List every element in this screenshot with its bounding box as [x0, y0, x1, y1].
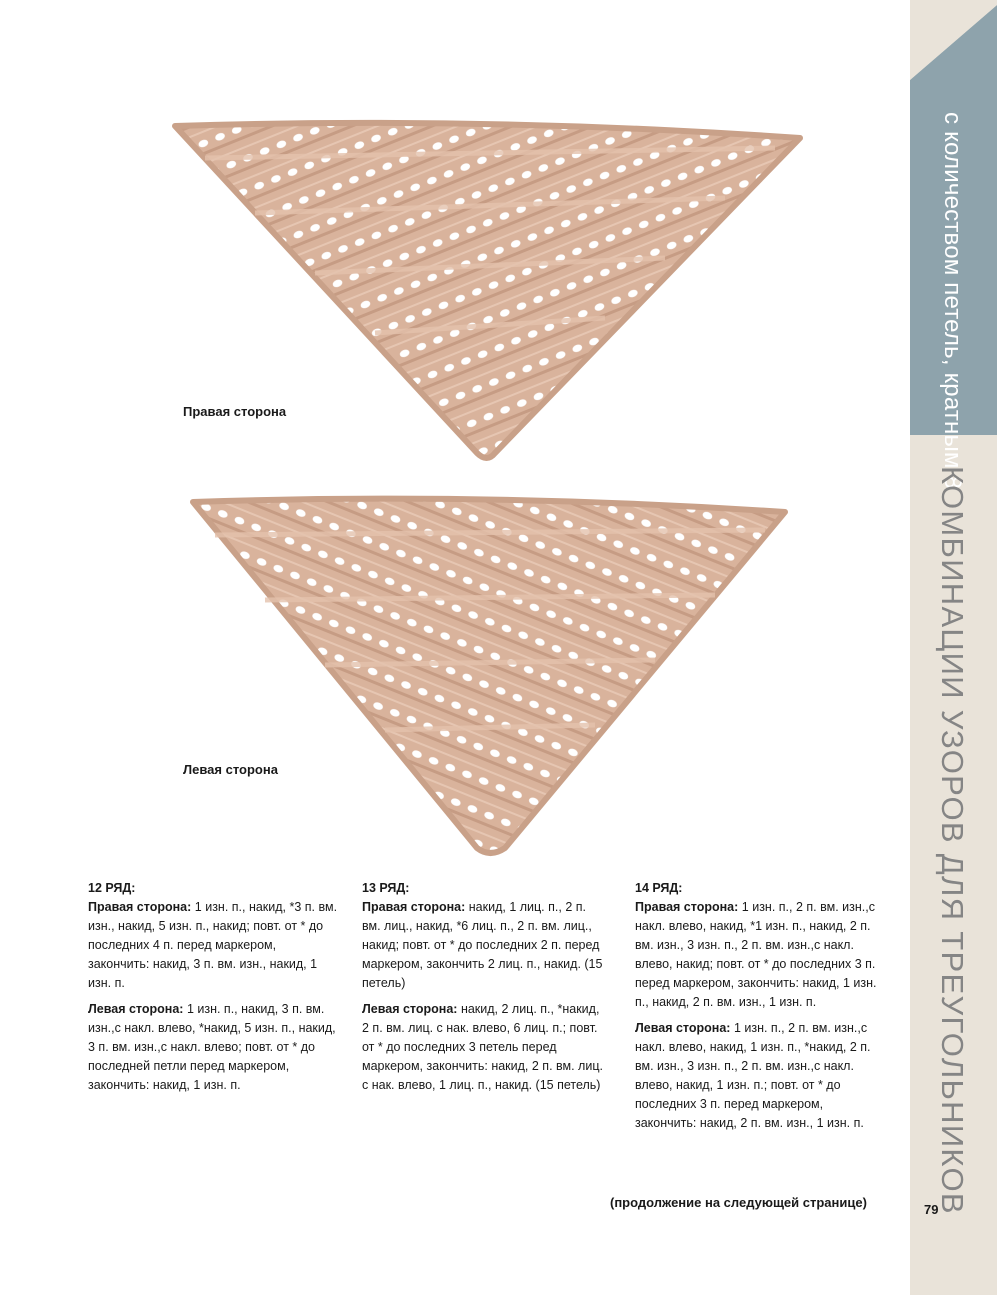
- row-12-instructions: [88, 879, 338, 1102]
- left-side-instruction: Левая сторона: 1 изн. п., 2 п. вм. изн.,с накл. влево, накид, 1 изн. п., *накид, 2 п. вм. изн., 3 изн. п., 2 п. вм. изн.,с накл. влево, накид, 1 изн. п.; повт. от * до последних 3 п. перед маркером, закончить: накид, 2 п. вм. изн., 1 изн. п.: [635, 1021, 871, 1130]
- left-side-instruction: Левая сторона: накид, 2 лиц. п., *накид, 2 п. вм. лиц. с нак. влево, 6 лиц. п.; повт. от * до последних 3 петель перед маркером, закончить: накид, 2 п. вм. лиц. с нак. влево, 1 лиц. п., накид. (15 петель): [362, 1002, 603, 1092]
- chapter-title: КОМБИНАЦИИ УЗОРОВ ДЛЯ ТРЕУГОЛЬНИКОВ: [935, 466, 970, 1215]
- right-side-instruction: Правая сторона: 1 изн. п., 2 п. вм. изн.,с накл. влево, накид, *1 изн. п., накид, 2 п. вм. изн., 3 изн. п., 2 п. вм. изн.,с накл. влево, накид; повт. от * до последних 3 п. перед маркером, закончить: накид, 1 изн. п., накид, 2 п. вм. изн., 1 изн. п.: [635, 900, 877, 1009]
- row-title: 12 РЯД:: [88, 881, 136, 895]
- page-number: 79: [924, 1202, 939, 1217]
- right-side-instruction: Правая сторона: накид, 1 лиц. п., 2 п. вм. лиц., накид, *6 лиц. п., 2 п. вм. лиц., накид; повт. от * до последних 2 п. перед маркером, закончить 2 лиц. п., накид. (15 петель): [362, 900, 603, 990]
- row-title: 14 РЯД:: [635, 881, 683, 895]
- swatch-left-side-image: [185, 490, 795, 860]
- caption-left-side: Левая сторона: [183, 762, 278, 777]
- row-title: 13 РЯД:: [362, 881, 410, 895]
- left-side-instruction: Левая сторона: 1 изн. п., накид, 3 п. вм. изн.,с накл. влево, *накид, 5 изн. п., накид, 3 п. вм. изн.,с накл. влево; повт. от * до последней петли перед маркером, закончить: накид, 1 изн. п.: [88, 1002, 336, 1092]
- caption-right-side: Правая сторона: [183, 404, 287, 419]
- row-14-instructions: [635, 879, 885, 1140]
- chapter-subtitle: с количеством петель, кратным 8: [939, 112, 966, 490]
- continued-note: (продолжение на следующей странице): [610, 1195, 867, 1210]
- row-13-instructions: [362, 879, 607, 1102]
- right-side-instruction: Правая сторона: 1 изн. п., накид, *3 п. вм. изн., накид, 5 изн. п., накид; повт. от * до последних 4 п. перед маркером, закончить: накид, 3 п. вм. изн., накид, 1 изн. п.: [88, 900, 338, 990]
